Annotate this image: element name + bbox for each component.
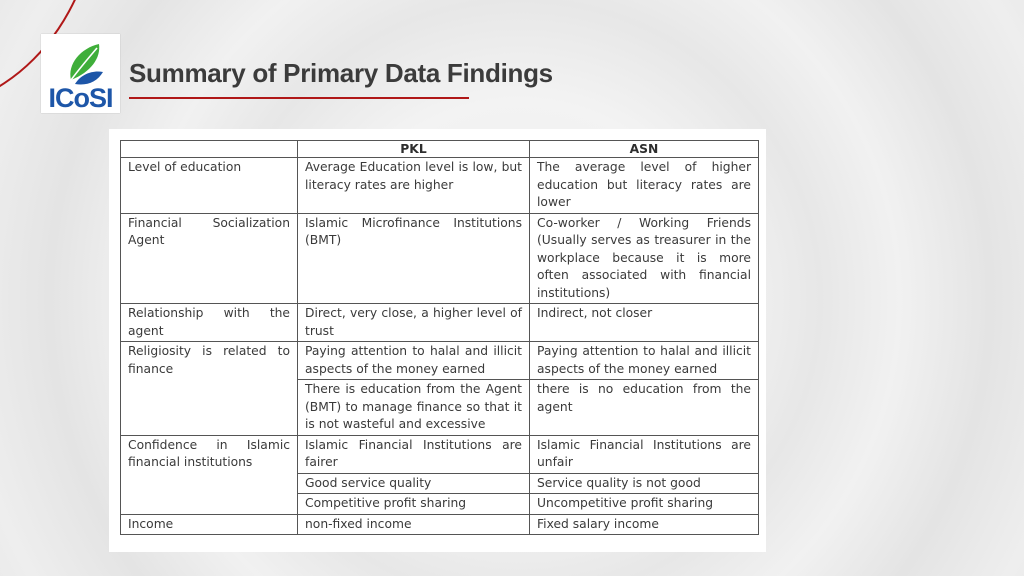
table-row [121, 304, 759, 342]
pkl-cell: Average Education level is low, but literacy rates are higher [298, 158, 530, 214]
icosi-logo [41, 34, 120, 113]
pkl-cell: Islamic Financial Institutions are fairer [298, 435, 530, 473]
pkl-cell: Competitive profit sharing [298, 494, 530, 515]
asn-cell: The average level of higher education but literacy rates are lower [530, 158, 759, 214]
pkl-cell: Islamic Microfinance Institutions (BMT) [298, 213, 530, 304]
table-row [121, 342, 759, 380]
logo-text: ICoSI [48, 83, 113, 113]
pkl-cell: Good service quality [298, 473, 530, 494]
category-cell: Confidence in Islamic financial institutions [121, 435, 298, 514]
asn-cell: Co-worker / Working Friends (Usually serves as treasurer in the workplace because it is more often associated with financial institutions) [530, 213, 759, 304]
header-cell-category [121, 141, 298, 158]
asn-cell: Service quality is not good [530, 473, 759, 494]
table-row [121, 213, 759, 304]
asn-cell: Uncompetitive profit sharing [530, 494, 759, 515]
table-row [121, 514, 759, 535]
category-cell: Relationship with the agent [121, 304, 298, 342]
pkl-cell: non-fixed income [298, 514, 530, 535]
title-underline [129, 97, 469, 99]
table-header-row [121, 141, 759, 158]
category-cell: Income [121, 514, 298, 535]
asn-cell: Indirect, not closer [530, 304, 759, 342]
pkl-cell: There is education from the Agent (BMT) to manage finance so that it is not wasteful and excessive [298, 380, 530, 436]
asn-cell: Fixed salary income [530, 514, 759, 535]
asn-cell: Islamic Financial Institutions are unfair [530, 435, 759, 473]
findings-table-card [109, 129, 766, 552]
findings-table [120, 140, 759, 535]
category-cell: Religiosity is related to finance [121, 342, 298, 436]
header-cell-pkl: PKL [298, 141, 530, 158]
pkl-cell: Direct, very close, a higher level of trust [298, 304, 530, 342]
page-title: Summary of Primary Data Findings [129, 58, 553, 88]
asn-cell: Paying attention to halal and illicit aspects of the money earned [530, 342, 759, 380]
asn-cell: there is no education from the agent [530, 380, 759, 436]
table-row [121, 435, 759, 473]
header-cell-asn: ASN [530, 141, 759, 158]
pkl-cell: Paying attention to halal and illicit aspects of the money earned [298, 342, 530, 380]
table-row [121, 158, 759, 214]
category-cell: Financial Socialization Agent [121, 213, 298, 304]
category-cell: Level of education [121, 158, 298, 214]
